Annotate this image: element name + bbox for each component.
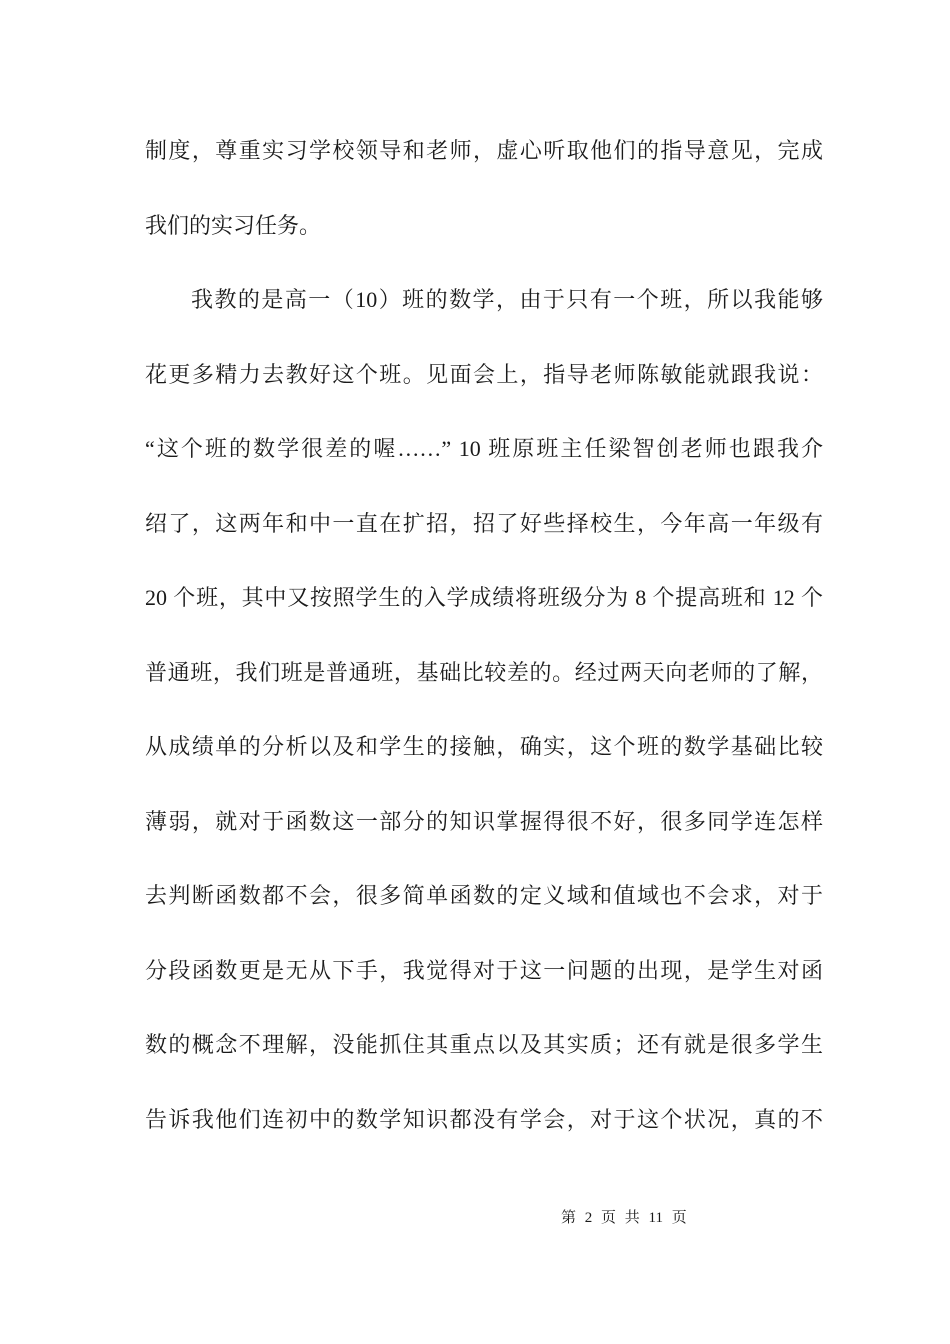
text-line: 制度，尊重实习学校领导和老师，虚心听取他们的指导意见，完成 xyxy=(145,138,823,163)
text-line: 告诉我他们连初中的数学知识都没有学会，对于这个状况，真的不 xyxy=(145,1106,823,1132)
text-line: “这个班的数学很差的喔……” 10 班原班主任梁智创老师也跟我介 xyxy=(145,436,823,461)
text-line: 去判断函数都不会，很多简单函数的定义域和值域也不会求，对于 xyxy=(145,883,823,908)
text-line: 20 个班，其中又按照学生的入学成绩将班级分为 8 个提高班和 12 个 xyxy=(145,585,823,610)
text-line: 分段函数更是无从下手，我觉得对于这一问题的出现，是学生对函 xyxy=(145,957,823,983)
text-line: 绍了，这两年和中一直在扩招，招了好些择校生，今年高一年级有 xyxy=(145,510,823,536)
page-footer xyxy=(561,1204,687,1232)
text-line: 我教的是高一（10）班的数学，由于只有一个班，所以我能够 xyxy=(191,287,823,312)
text-line: 薄弱，就对于函数这一部分的知识掌握得很不好，很多同学连怎样 xyxy=(145,808,823,834)
text-line: 普通班，我们班是普通班，基础比较差的。经过两天向老师的了解， xyxy=(145,659,823,685)
text-line: 我们的实习任务。 xyxy=(145,212,322,238)
text-line: 花更多精力去教好这个班。见面会上，指导老师陈敏能就跟我说： xyxy=(145,361,823,387)
document-body xyxy=(145,114,823,1157)
text-line: 从成绩单的分析以及和学生的接触，确实，这个班的数学基础比较 xyxy=(145,734,823,759)
text-line: 数的概念不理解，没能抓住其重点以及其实质；还有就是很多学生 xyxy=(145,1032,823,1057)
page-number-label: 第 2 页 共 11 页 xyxy=(561,1210,687,1226)
